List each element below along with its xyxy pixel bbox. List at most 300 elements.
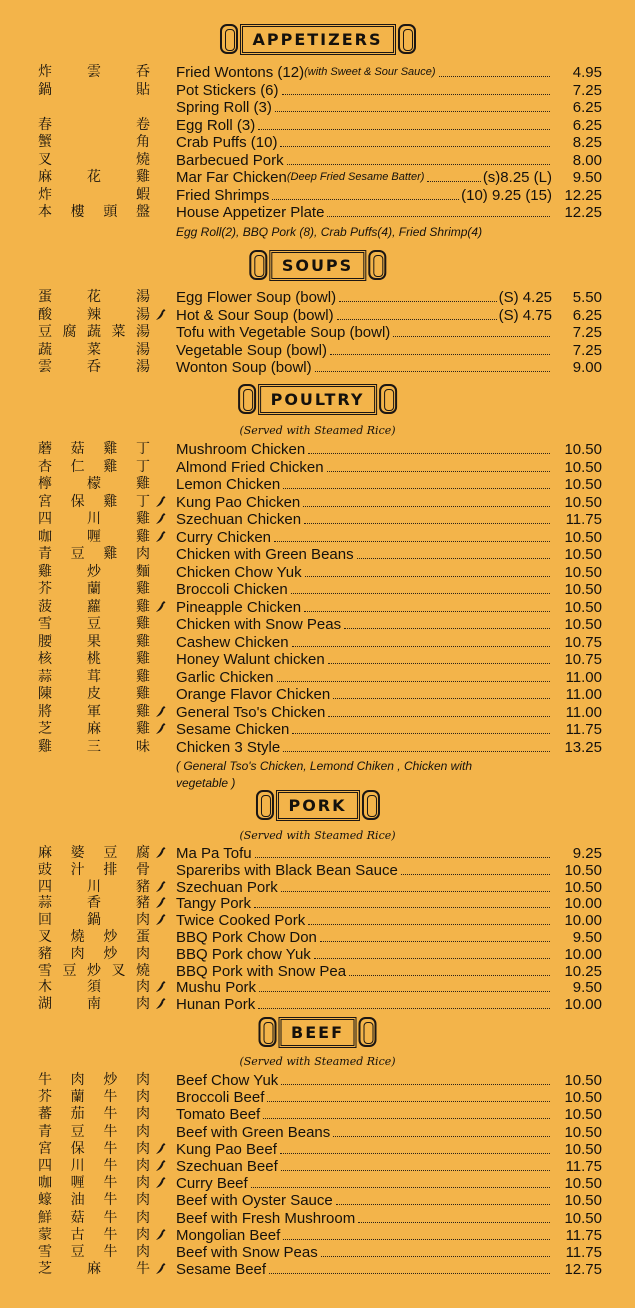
item-name: Spring Roll (3) xyxy=(176,99,272,116)
leader-dots xyxy=(281,891,550,892)
item-price: 8.00 xyxy=(572,151,602,169)
leader-dots xyxy=(275,111,550,112)
leader-dots xyxy=(304,523,550,524)
menu-item-row[interactable] xyxy=(0,721,635,738)
item-name: Egg Flower Soup (bowl) xyxy=(176,289,337,306)
item-price: 12.75 xyxy=(564,1261,602,1279)
menu-item-row[interactable] xyxy=(0,862,635,879)
menu-item-row[interactable] xyxy=(0,152,635,169)
item-line xyxy=(176,651,602,668)
leader-dots xyxy=(308,924,550,925)
item-line xyxy=(176,996,602,1013)
menu-item-row[interactable] xyxy=(0,64,635,81)
menu-item-row[interactable] xyxy=(0,307,635,324)
scroll-ornament-left-icon xyxy=(238,384,256,414)
menu-item-row[interactable] xyxy=(0,912,635,929)
item-name: Spareribs with Black Bean Sauce xyxy=(176,861,398,879)
item-price: 11.75 xyxy=(565,1226,602,1244)
item-name: Beef Chow Yuk xyxy=(176,1072,279,1089)
section-header-appetizers xyxy=(0,20,635,60)
item-name: Kung Pao Chicken xyxy=(176,493,301,511)
menu-item-row[interactable] xyxy=(0,634,635,651)
item-price: 10.00 xyxy=(564,945,602,963)
item-price: 9.50 xyxy=(572,979,602,997)
item-note: (with Sweet & Sour Sauce) xyxy=(304,66,436,78)
item-price: 10.50 xyxy=(564,476,602,493)
chinese-name: 雪 豆 炒 叉 燒 xyxy=(38,962,150,979)
chinese-name: 蠔 油 牛 肉 xyxy=(38,1192,150,1209)
item-line xyxy=(176,134,602,151)
scroll-ornament-right-icon xyxy=(398,24,416,54)
leader-dots xyxy=(292,646,550,647)
item-name: Beef with Green Beans xyxy=(176,1123,331,1141)
menu-item-row[interactable] xyxy=(0,1175,635,1192)
menu-item-row[interactable] xyxy=(0,1210,635,1227)
chili-pepper-icon xyxy=(155,913,167,926)
item-line xyxy=(176,704,602,721)
item-price: 7.25 xyxy=(572,324,602,341)
chinese-name: 陳 皮 雞 xyxy=(38,686,150,702)
chinese-name: 本 樓 頭 盤 xyxy=(38,204,150,220)
item-line xyxy=(176,1175,602,1192)
chinese-name: 豬 肉 炒 肉 xyxy=(38,945,150,962)
item-name: Broccoli Chicken xyxy=(176,581,288,598)
item-line xyxy=(176,721,602,738)
leader-dots xyxy=(349,975,550,976)
menu-item-row[interactable] xyxy=(0,996,635,1013)
item-price: 11.00 xyxy=(565,668,602,686)
item-price: 9.00 xyxy=(572,359,602,376)
menu-item-row[interactable] xyxy=(0,82,635,99)
item-line xyxy=(176,1072,602,1089)
item-price: 7.25 xyxy=(572,341,602,359)
leader-dots xyxy=(272,199,459,200)
item-name: Orange Flavor Chicken xyxy=(176,686,331,703)
menu-item-row[interactable] xyxy=(0,476,635,493)
section-title: BEEF xyxy=(278,1017,357,1048)
leader-dots xyxy=(336,1204,550,1205)
menu-item-row[interactable] xyxy=(0,946,635,963)
item-line xyxy=(176,204,602,221)
scroll-ornament-left-icon xyxy=(255,790,273,820)
section-header-frame xyxy=(249,248,386,282)
chinese-name: 豉 汁 排 骨 xyxy=(38,861,150,878)
menu-item-row[interactable] xyxy=(0,739,635,756)
chili-pepper-icon xyxy=(155,896,167,909)
menu-item-row[interactable] xyxy=(0,651,635,668)
leader-dots xyxy=(291,593,550,594)
item-price: 11.00 xyxy=(565,686,602,703)
chinese-name: 蛋 花 湯 xyxy=(38,289,150,305)
item-name: Sesame Beef xyxy=(176,1261,267,1279)
section-title: PORK xyxy=(275,790,359,821)
chinese-name: 叉 燒 炒 蛋 xyxy=(38,929,150,945)
item-line xyxy=(176,739,602,756)
item-line xyxy=(176,152,602,169)
item-price: 10.50 xyxy=(564,546,602,563)
item-alt-price: (s)8.25 (L) xyxy=(482,169,552,186)
item-alt-price: (S) 4.75 xyxy=(498,306,552,324)
menu-item-row[interactable] xyxy=(0,564,635,581)
item-price: 10.50 xyxy=(564,1106,602,1124)
scroll-ornament-left-icon xyxy=(219,24,237,54)
item-price: 10.50 xyxy=(564,528,602,546)
item-line xyxy=(176,879,602,896)
leader-dots xyxy=(277,681,550,682)
chili-pepper-icon xyxy=(155,722,167,735)
item-price: 11.75 xyxy=(565,721,602,738)
item-name: Fried Wontons (12) xyxy=(176,64,305,81)
leader-dots xyxy=(283,1239,550,1240)
item-name: Fried Shrimps xyxy=(176,186,270,204)
chinese-name: 麻 婆 豆 腐 xyxy=(38,845,150,861)
menu-item-row[interactable] xyxy=(0,324,635,341)
item-name: Barbecued Pork xyxy=(176,151,284,169)
menu-item-row[interactable] xyxy=(0,99,635,116)
item-line xyxy=(176,82,602,99)
item-price: 10.50 xyxy=(564,1140,602,1158)
menu-item-row[interactable] xyxy=(0,342,635,359)
item-line xyxy=(176,1124,602,1141)
chinese-name: 牛 肉 炒 肉 xyxy=(38,1072,150,1088)
section-header-frame xyxy=(255,788,379,822)
item-line xyxy=(176,1141,602,1158)
item-price: 10.50 xyxy=(564,493,602,511)
leader-dots xyxy=(287,164,550,165)
item-name: Egg Roll (3) xyxy=(176,116,256,134)
section-header-soups xyxy=(0,246,635,286)
item-name: Lemon Chicken xyxy=(176,476,281,493)
menu-item-row[interactable] xyxy=(0,529,635,546)
item-price: 5.50 xyxy=(572,289,602,306)
chinese-name: 宮 保 雞 丁 xyxy=(38,493,150,510)
menu-item-row[interactable] xyxy=(0,134,635,151)
section-header-beef xyxy=(0,1013,635,1053)
menu-item-row[interactable] xyxy=(0,459,635,476)
leader-dots xyxy=(393,336,550,337)
item-price: 10.00 xyxy=(564,912,602,930)
item-price: 10.50 xyxy=(564,861,602,879)
menu-item-row[interactable] xyxy=(0,879,635,896)
item-name: Tangy Pork xyxy=(176,895,252,913)
menu-item-row[interactable] xyxy=(0,204,635,221)
chili-pepper-icon xyxy=(155,308,167,321)
item-line xyxy=(176,289,602,306)
item-name: Honey Walunt chicken xyxy=(176,651,325,668)
menu-item-row[interactable] xyxy=(0,1261,635,1278)
chili-pepper-icon xyxy=(155,600,167,613)
leader-dots xyxy=(267,1101,550,1102)
section-header-poultry xyxy=(0,380,635,420)
menu-item-row[interactable] xyxy=(0,1106,635,1123)
item-price: 10.50 xyxy=(564,616,602,633)
menu-item-row[interactable] xyxy=(0,581,635,598)
menu-item-row[interactable] xyxy=(0,979,635,996)
chinese-name: 蘑 菇 雞 丁 xyxy=(38,441,150,457)
item-line xyxy=(176,963,602,980)
item-name: Mushu Pork xyxy=(176,979,257,997)
scroll-ornament-left-icon xyxy=(249,250,267,280)
chinese-name: 咖 喱 雞 xyxy=(38,528,150,545)
leader-dots xyxy=(292,733,550,734)
leader-dots xyxy=(255,857,550,858)
chinese-name: 芝 麻 雞 xyxy=(38,721,150,737)
item-name: Cashew Chicken xyxy=(176,633,289,651)
chinese-name: 蒙 古 牛 肉 xyxy=(38,1226,150,1243)
leader-dots xyxy=(427,181,480,182)
item-line xyxy=(176,342,602,359)
chinese-name: 腰 果 雞 xyxy=(38,633,150,650)
item-line xyxy=(176,1106,602,1123)
scroll-ornament-right-icon xyxy=(379,384,397,414)
item-price: 10.50 xyxy=(564,1209,602,1227)
chinese-name: 叉 燒 xyxy=(38,151,150,168)
leader-dots xyxy=(339,301,497,302)
menu-item-row[interactable] xyxy=(0,704,635,721)
item-line xyxy=(176,634,602,651)
item-line xyxy=(176,581,602,598)
chinese-name: 蕃 茄 牛 肉 xyxy=(38,1106,150,1123)
section-title: POULTRY xyxy=(258,384,378,415)
item-line xyxy=(176,99,602,116)
item-line xyxy=(176,546,602,563)
item-line xyxy=(176,64,602,81)
chinese-name: 湖 南 肉 xyxy=(38,996,150,1013)
leader-dots xyxy=(251,1187,550,1188)
item-line xyxy=(176,564,602,581)
leader-dots xyxy=(327,471,550,472)
item-name: Szechuan Chicken xyxy=(176,511,302,528)
item-price: 10.50 xyxy=(564,1072,602,1089)
leader-dots xyxy=(315,371,550,372)
item-name: BBQ Pork with Snow Pea xyxy=(176,962,347,980)
chinese-name: 蒜 香 豬 xyxy=(38,895,150,912)
item-name: Crab Puffs (10) xyxy=(176,134,278,151)
leader-dots xyxy=(305,576,550,577)
item-price: 10.75 xyxy=(564,633,602,651)
item-line xyxy=(176,324,602,341)
scroll-ornament-right-icon xyxy=(362,790,380,820)
item-line xyxy=(176,1089,602,1106)
scroll-ornament-right-icon xyxy=(368,250,386,280)
section-title: SOUPS xyxy=(269,250,366,281)
item-price: 6.25 xyxy=(572,99,602,116)
item-name: Ma Pa Tofu xyxy=(176,845,252,862)
item-price: 10.50 xyxy=(564,581,602,598)
item-line xyxy=(176,441,602,458)
leader-dots xyxy=(280,146,550,147)
item-name: Garlic Chicken xyxy=(176,668,274,686)
item-name: Almond Fried Chicken xyxy=(176,458,324,476)
item-price: 10.50 xyxy=(564,1175,602,1193)
leader-dots xyxy=(439,76,550,77)
item-line xyxy=(176,979,602,996)
leader-dots xyxy=(283,488,550,489)
menu-item-row[interactable] xyxy=(0,963,635,980)
chili-pepper-icon xyxy=(155,1262,167,1275)
item-price: 7.25 xyxy=(572,81,602,99)
chinese-name: 核 桃 雞 xyxy=(38,651,150,667)
menu-item-row[interactable] xyxy=(0,1124,635,1141)
item-price: 10.50 xyxy=(564,1123,602,1141)
item-name: Vegetable Soup (bowl) xyxy=(176,341,327,359)
leader-dots xyxy=(308,453,550,454)
chinese-name: 將 軍 雞 xyxy=(38,703,150,720)
leader-dots xyxy=(258,1008,550,1009)
item-name: Pineapple Chicken xyxy=(176,598,302,616)
item-line xyxy=(176,187,602,204)
item-name: Kung Pao Beef xyxy=(176,1140,277,1158)
item-price: 9.50 xyxy=(572,169,602,186)
item-price: 10.50 xyxy=(564,1192,602,1210)
leader-dots xyxy=(337,319,497,320)
section-header-pork xyxy=(0,786,635,826)
item-note: (Deep Fried Sesame Batter) xyxy=(286,171,425,183)
item-price: 10.50 xyxy=(564,598,602,616)
item-price: 11.75 xyxy=(565,1244,602,1261)
item-name: BBQ Pork Chow Don xyxy=(176,929,317,946)
item-name: Pot Stickers (6) xyxy=(176,81,279,99)
chili-pepper-icon xyxy=(155,1176,167,1189)
item-name: Mushroom Chicken xyxy=(176,441,306,458)
item-price: 9.50 xyxy=(572,929,602,946)
item-name: Broccoli Beef xyxy=(176,1089,265,1107)
menu-item-row[interactable] xyxy=(0,546,635,563)
chinese-name: 雞 三 味 xyxy=(38,738,150,755)
chinese-name: 回 鍋 肉 xyxy=(38,912,150,929)
item-price: 13.25 xyxy=(564,738,602,756)
menu-item-row[interactable] xyxy=(0,929,635,946)
chinese-name: 芥 蘭 牛 肉 xyxy=(38,1089,150,1106)
chinese-name: 麻 花 雞 xyxy=(38,169,150,185)
menu-item-row[interactable] xyxy=(0,686,635,703)
chili-pepper-icon xyxy=(155,495,167,508)
menu-item-row[interactable] xyxy=(0,599,635,616)
leader-dots xyxy=(274,541,550,542)
item-name: Sesame Chicken xyxy=(176,721,290,738)
chinese-name: 菠 蘿 雞 xyxy=(38,598,150,615)
item-name: Tomato Beef xyxy=(176,1106,261,1124)
item-name: Beef with Snow Peas xyxy=(176,1244,318,1261)
menu-item-row[interactable] xyxy=(0,895,635,912)
item-line xyxy=(176,529,602,546)
leader-dots xyxy=(304,611,550,612)
item-alt-price: (S) 4.25 xyxy=(498,289,552,306)
item-name: Szechuan Beef xyxy=(176,1158,278,1175)
menu-item-row[interactable] xyxy=(0,169,635,186)
item-line xyxy=(176,1158,602,1175)
item-name: Curry Beef xyxy=(176,1175,248,1193)
menu-item-row[interactable] xyxy=(0,289,635,306)
leader-dots xyxy=(314,958,550,959)
item-price: 10.50 xyxy=(564,878,602,896)
item-price: 11.75 xyxy=(565,511,602,528)
chinese-name: 鮮 菇 牛 肉 xyxy=(38,1209,150,1226)
chili-pepper-icon xyxy=(155,1142,167,1155)
chinese-name: 檸 檬 雞 xyxy=(38,476,150,492)
menu-item-row[interactable] xyxy=(0,117,635,134)
item-line xyxy=(176,1192,602,1209)
menu-item-row[interactable] xyxy=(0,494,635,511)
item-name: Mar Far Chicken xyxy=(176,169,287,186)
item-price: 8.25 xyxy=(572,134,602,151)
leader-dots xyxy=(282,94,550,95)
chili-pepper-icon xyxy=(155,980,167,993)
menu-item-row[interactable] xyxy=(0,1089,635,1106)
chinese-name: 炸 雲 呑 xyxy=(38,64,150,80)
item-line xyxy=(176,912,602,929)
chinese-name: 杏 仁 雞 丁 xyxy=(38,458,150,475)
menu-item-row[interactable] xyxy=(0,1072,635,1089)
leader-dots xyxy=(328,716,550,717)
leader-dots xyxy=(357,558,550,559)
item-name: Szechuan Pork xyxy=(176,878,278,896)
served-with-note: (Served with Steamed Rice) xyxy=(239,1055,396,1068)
item-alt-price: (10) 9.25 (15) xyxy=(461,186,552,204)
menu-item-row[interactable] xyxy=(0,616,635,633)
item-line xyxy=(176,494,602,511)
item-line xyxy=(176,459,602,476)
item-line xyxy=(176,476,602,493)
leader-dots xyxy=(358,1222,550,1223)
section-subtext: Egg Roll(2), BBQ Pork (8), Crab Puffs(4), Fried Shrimp(4) xyxy=(176,224,483,239)
menu-item-row[interactable] xyxy=(0,1192,635,1209)
item-line xyxy=(176,117,602,134)
menu-item-row[interactable] xyxy=(0,359,635,376)
menu-item-row[interactable] xyxy=(0,1227,635,1244)
menu-item-row[interactable] xyxy=(0,511,635,528)
item-price: 10.00 xyxy=(564,996,602,1014)
menu-item-row[interactable] xyxy=(0,441,635,458)
item-price: 6.25 xyxy=(572,116,602,134)
chili-pepper-icon xyxy=(155,1228,167,1241)
chinese-name: 蒜 茸 雞 xyxy=(38,668,150,685)
item-line xyxy=(176,1227,602,1244)
leader-dots xyxy=(254,907,550,908)
leader-dots xyxy=(258,129,550,130)
item-line xyxy=(176,929,602,946)
leader-dots xyxy=(333,698,550,699)
menu-item-row[interactable] xyxy=(0,1141,635,1158)
chinese-name: 青 豆 牛 肉 xyxy=(38,1123,150,1140)
item-name: Chicken with Snow Peas xyxy=(176,616,342,633)
leader-dots xyxy=(333,1136,550,1137)
item-price: 9.25 xyxy=(572,845,602,862)
chinese-name: 酸 辣 湯 xyxy=(38,306,150,323)
menu-item-row[interactable] xyxy=(0,187,635,204)
item-name: BBQ Pork chow Yuk xyxy=(176,945,311,963)
item-name: Beef with Fresh Mushroom xyxy=(176,1209,356,1227)
item-line xyxy=(176,359,602,376)
item-line xyxy=(176,1261,602,1278)
item-line xyxy=(176,895,602,912)
menu-item-row[interactable] xyxy=(0,845,635,862)
item-line xyxy=(176,307,602,324)
menu-item-row[interactable] xyxy=(0,1158,635,1175)
chinese-name: 木 須 肉 xyxy=(38,979,150,996)
item-name: General Tso's Chicken xyxy=(176,703,326,721)
item-price: 12.25 xyxy=(564,204,602,221)
item-price: 10.50 xyxy=(564,1089,602,1107)
chinese-name: 青 豆 雞 肉 xyxy=(38,546,150,562)
menu-item-row[interactable] xyxy=(0,669,635,686)
menu-item-row[interactable] xyxy=(0,1244,635,1261)
item-name: Tofu with Vegetable Soup (bowl) xyxy=(176,324,391,341)
item-line xyxy=(176,1210,602,1227)
chili-pepper-icon xyxy=(155,1159,167,1172)
chinese-name: 春 卷 xyxy=(38,116,150,133)
item-price: 11.75 xyxy=(565,1158,602,1175)
